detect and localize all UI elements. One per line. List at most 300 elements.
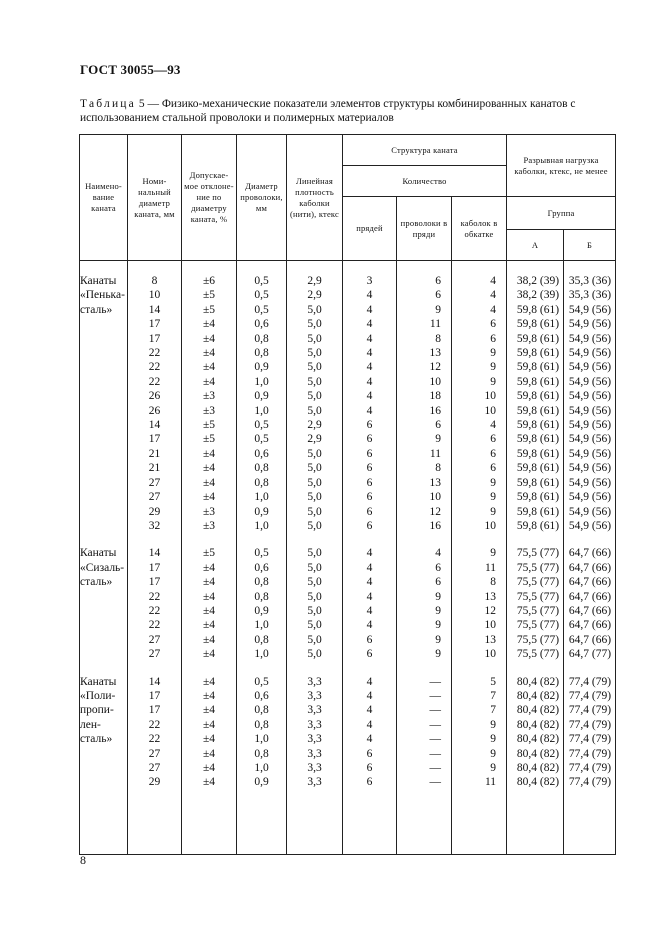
table-row <box>80 590 616 604</box>
table-row <box>80 447 616 461</box>
cell-strands: 4 <box>343 346 397 360</box>
cell-linear-density: 5,0 <box>287 647 343 661</box>
cell-yarns: 4 <box>452 303 507 317</box>
cell-load-b: 77,4 (79) <box>564 662 616 689</box>
cell-linear-density: 3,3 <box>287 732 343 746</box>
cell-load-b: 54,9 (56) <box>564 490 616 504</box>
cell-diameter: 14 <box>128 418 182 432</box>
header-diameter-nominal: Номи-нальный диаметр каната, мм <box>128 135 182 261</box>
cell-wire-diameter: 0,8 <box>237 747 287 761</box>
cell-diameter: 29 <box>128 775 182 789</box>
cell-tolerance: ±5 <box>182 288 237 302</box>
cell-wires: 6 <box>397 261 452 289</box>
table-caption-text: — Физико-механические показатели элементов структуры комбинированных канатов с использованием стальной проволоки и полимерных материалов <box>80 98 576 124</box>
cell-tolerance: ±5 <box>182 303 237 317</box>
table-row <box>80 747 616 761</box>
cell-linear-density: 5,0 <box>287 461 343 475</box>
table-row <box>80 633 616 647</box>
spacer-cell <box>507 790 564 855</box>
cell-wires: 18 <box>397 389 452 403</box>
cell-yarns: 11 <box>452 775 507 789</box>
cell-wire-diameter: 0,8 <box>237 476 287 490</box>
cell-diameter: 17 <box>128 575 182 589</box>
cell-load-a: 59,8 (61) <box>507 505 564 519</box>
cell-linear-density: 5,0 <box>287 303 343 317</box>
table-row <box>80 490 616 504</box>
cell-yarns: 8 <box>452 575 507 589</box>
rope-name-line: Канаты <box>80 675 117 688</box>
cell-linear-density: 5,0 <box>287 633 343 647</box>
cell-tolerance: ±3 <box>182 505 237 519</box>
spacer-cell <box>128 790 182 855</box>
header-strands: прядей <box>343 197 397 261</box>
cell-load-b: 54,9 (56) <box>564 389 616 403</box>
cell-wires: 6 <box>397 418 452 432</box>
cell-load-b: 54,9 (56) <box>564 360 616 374</box>
cell-wire-diameter: 0,8 <box>237 332 287 346</box>
cell-diameter: 22 <box>128 732 182 746</box>
cell-tolerance: ±4 <box>182 332 237 346</box>
table-row <box>80 761 616 775</box>
cell-tolerance: ±3 <box>182 519 237 533</box>
cell-linear-density: 3,3 <box>287 747 343 761</box>
cell-wires: 8 <box>397 332 452 346</box>
cell-diameter: 22 <box>128 618 182 632</box>
cell-wire-diameter: 0,9 <box>237 360 287 374</box>
cell-wire-diameter: 0,6 <box>237 317 287 331</box>
rope-name-line: лен- <box>80 718 101 731</box>
cell-load-b: 54,9 (56) <box>564 346 616 360</box>
cell-wire-diameter: 0,9 <box>237 775 287 789</box>
cell-tolerance: ±4 <box>182 662 237 689</box>
cell-wire-diameter: 0,9 <box>237 604 287 618</box>
cell-wires: 9 <box>397 647 452 661</box>
cell-diameter: 17 <box>128 561 182 575</box>
rope-name-line: сталь» <box>80 733 113 746</box>
cell-load-a: 59,8 (61) <box>507 389 564 403</box>
cell-wires: 13 <box>397 346 452 360</box>
cell-wire-diameter: 0,8 <box>237 461 287 475</box>
cell-load-b: 77,4 (79) <box>564 689 616 703</box>
cell-strands: 6 <box>343 519 397 533</box>
cell-wires: 12 <box>397 505 452 519</box>
cell-linear-density: 5,0 <box>287 590 343 604</box>
cell-yarns: 13 <box>452 590 507 604</box>
cell-tolerance: ±4 <box>182 346 237 360</box>
cell-wire-diameter: 1,0 <box>237 732 287 746</box>
cell-linear-density: 2,9 <box>287 432 343 446</box>
rope-name-cell <box>80 261 128 534</box>
cell-linear-density: 5,0 <box>287 490 343 504</box>
cell-load-b: 77,4 (79) <box>564 718 616 732</box>
cell-load-a: 75,5 (77) <box>507 604 564 618</box>
cell-diameter: 27 <box>128 761 182 775</box>
cell-load-a: 75,5 (77) <box>507 647 564 661</box>
table-row <box>80 618 616 632</box>
cell-diameter: 17 <box>128 703 182 717</box>
cell-tolerance: ±4 <box>182 747 237 761</box>
table-row <box>80 662 616 689</box>
cell-yarns: 4 <box>452 418 507 432</box>
cell-wires: 10 <box>397 375 452 389</box>
header-breaking-load: Разрывная нагрузка каболки, ктекс, не менее <box>507 135 616 197</box>
page-number: 8 <box>80 853 86 867</box>
cell-strands: 4 <box>343 732 397 746</box>
cell-strands: 4 <box>343 404 397 418</box>
cell-wires: 11 <box>397 447 452 461</box>
cell-yarns: 6 <box>452 447 507 461</box>
cell-diameter: 22 <box>128 718 182 732</box>
cell-wire-diameter: 0,6 <box>237 447 287 461</box>
cell-diameter: 32 <box>128 519 182 533</box>
cell-load-a: 75,5 (77) <box>507 561 564 575</box>
table-row <box>80 689 616 703</box>
cell-yarns: 10 <box>452 389 507 403</box>
cell-tolerance: ±4 <box>182 703 237 717</box>
cell-wires: 10 <box>397 490 452 504</box>
cell-strands: 4 <box>343 618 397 632</box>
cell-diameter: 8 <box>128 261 182 289</box>
cell-strands: 6 <box>343 490 397 504</box>
cell-diameter: 21 <box>128 461 182 475</box>
cell-load-b: 64,7 (77) <box>564 647 616 661</box>
cell-linear-density: 5,0 <box>287 332 343 346</box>
rope-name-line: Канаты <box>80 547 117 560</box>
cell-load-a: 75,5 (77) <box>507 533 564 560</box>
cell-load-a: 80,4 (82) <box>507 761 564 775</box>
cell-wires: 11 <box>397 317 452 331</box>
table-row <box>80 360 616 374</box>
cell-diameter: 27 <box>128 633 182 647</box>
cell-load-a: 80,4 (82) <box>507 718 564 732</box>
cell-linear-density: 5,0 <box>287 346 343 360</box>
cell-strands: 6 <box>343 447 397 461</box>
cell-strands: 4 <box>343 590 397 604</box>
cell-load-a: 59,8 (61) <box>507 346 564 360</box>
cell-load-b: 64,7 (66) <box>564 561 616 575</box>
header-name: Наимено-вание каната <box>80 135 128 261</box>
cell-yarns: 10 <box>452 647 507 661</box>
cell-load-a: 75,5 (77) <box>507 633 564 647</box>
cell-tolerance: ±4 <box>182 647 237 661</box>
spacer-cell <box>237 790 287 855</box>
cell-strands: 4 <box>343 718 397 732</box>
cell-wire-diameter: 1,0 <box>237 647 287 661</box>
cell-wires: — <box>397 703 452 717</box>
spacer-cell <box>80 790 128 855</box>
cell-linear-density: 5,0 <box>287 317 343 331</box>
cell-linear-density: 5,0 <box>287 604 343 618</box>
cell-strands: 4 <box>343 575 397 589</box>
table-row <box>80 505 616 519</box>
rope-name-line: сталь» <box>80 576 113 589</box>
cell-yarns: 9 <box>452 761 507 775</box>
cell-load-a: 59,8 (61) <box>507 375 564 389</box>
cell-tolerance: ±4 <box>182 317 237 331</box>
cell-wires: 8 <box>397 461 452 475</box>
cell-tolerance: ±4 <box>182 775 237 789</box>
cell-wires: — <box>397 761 452 775</box>
cell-load-b: 64,7 (66) <box>564 604 616 618</box>
cell-linear-density: 5,0 <box>287 519 343 533</box>
cell-tolerance: ±4 <box>182 447 237 461</box>
cell-tolerance: ±6 <box>182 261 237 289</box>
cell-tolerance: ±5 <box>182 418 237 432</box>
cell-load-b: 64,7 (66) <box>564 590 616 604</box>
cell-wire-diameter: 0,5 <box>237 432 287 446</box>
cell-load-b: 77,4 (79) <box>564 732 616 746</box>
cell-linear-density: 5,0 <box>287 505 343 519</box>
cell-tolerance: ±4 <box>182 732 237 746</box>
table-body <box>80 261 616 855</box>
cell-load-b: 64,7 (66) <box>564 575 616 589</box>
rope-name-line: «Пенька- <box>80 289 125 302</box>
table-number: 5 <box>138 98 145 110</box>
table-row <box>80 432 616 446</box>
table-row <box>80 303 616 317</box>
cell-wire-diameter: 1,0 <box>237 375 287 389</box>
cell-tolerance: ±5 <box>182 533 237 560</box>
cell-wires: — <box>397 718 452 732</box>
cell-strands: 4 <box>343 317 397 331</box>
table-row <box>80 575 616 589</box>
header-group-b: Б <box>564 230 616 261</box>
cell-diameter: 21 <box>128 447 182 461</box>
cell-strands: 6 <box>343 647 397 661</box>
cell-linear-density: 5,0 <box>287 447 343 461</box>
cell-tolerance: ±4 <box>182 476 237 490</box>
cell-load-a: 59,8 (61) <box>507 418 564 432</box>
cell-linear-density: 3,3 <box>287 718 343 732</box>
cell-wires: — <box>397 662 452 689</box>
table-row <box>80 732 616 746</box>
table-row <box>80 261 616 289</box>
cell-linear-density: 5,0 <box>287 389 343 403</box>
cell-diameter: 22 <box>128 604 182 618</box>
rope-name-line: пропи- <box>80 704 114 717</box>
cell-strands: 6 <box>343 418 397 432</box>
spacer-cell <box>397 790 452 855</box>
cell-load-a: 80,4 (82) <box>507 703 564 717</box>
cell-yarns: 9 <box>452 360 507 374</box>
cell-yarns: 6 <box>452 317 507 331</box>
header-wires-in-strand: проволоки в пряди <box>397 197 452 261</box>
cell-load-b: 54,9 (56) <box>564 505 616 519</box>
cell-load-b: 54,9 (56) <box>564 432 616 446</box>
cell-strands: 4 <box>343 332 397 346</box>
cell-strands: 4 <box>343 703 397 717</box>
cell-yarns: 13 <box>452 633 507 647</box>
cell-wire-diameter: 0,9 <box>237 389 287 403</box>
cell-wires: 9 <box>397 633 452 647</box>
cell-load-a: 38,2 (39) <box>507 288 564 302</box>
table-row <box>80 533 616 560</box>
cell-linear-density: 5,0 <box>287 375 343 389</box>
cell-linear-density: 2,9 <box>287 288 343 302</box>
cell-wires: — <box>397 775 452 789</box>
cell-load-b: 77,4 (79) <box>564 761 616 775</box>
cell-load-b: 54,9 (56) <box>564 404 616 418</box>
data-table <box>79 134 616 855</box>
cell-tolerance: ±4 <box>182 618 237 632</box>
header-linear-density: Линейная плотность каболки (нити), ктекс <box>287 135 343 261</box>
spacer-cell <box>343 790 397 855</box>
cell-yarns: 6 <box>452 461 507 475</box>
cell-diameter: 27 <box>128 647 182 661</box>
cell-tolerance: ±4 <box>182 689 237 703</box>
cell-load-a: 80,4 (82) <box>507 775 564 789</box>
cell-wires: 6 <box>397 288 452 302</box>
cell-yarns: 9 <box>452 747 507 761</box>
cell-load-a: 80,4 (82) <box>507 662 564 689</box>
cell-load-a: 59,8 (61) <box>507 490 564 504</box>
cell-load-b: 54,9 (56) <box>564 476 616 490</box>
cell-strands: 6 <box>343 432 397 446</box>
cell-yarns: 9 <box>452 505 507 519</box>
cell-wires: 16 <box>397 519 452 533</box>
rope-name-line: «Поли- <box>80 689 116 702</box>
rope-name-line: сталь» <box>80 303 113 316</box>
table-row <box>80 519 616 533</box>
cell-linear-density: 3,3 <box>287 775 343 789</box>
cell-linear-density: 5,0 <box>287 618 343 632</box>
cell-strands: 4 <box>343 288 397 302</box>
cell-strands: 6 <box>343 461 397 475</box>
spacer-cell <box>452 790 507 855</box>
cell-load-a: 59,8 (61) <box>507 332 564 346</box>
cell-strands: 3 <box>343 261 397 289</box>
cell-wire-diameter: 1,0 <box>237 618 287 632</box>
cell-wires: — <box>397 689 452 703</box>
cell-wire-diameter: 0,8 <box>237 718 287 732</box>
cell-tolerance: ±4 <box>182 461 237 475</box>
cell-yarns: 7 <box>452 689 507 703</box>
cell-wires: 9 <box>397 618 452 632</box>
cell-load-b: 77,4 (79) <box>564 747 616 761</box>
cell-wires: — <box>397 747 452 761</box>
cell-strands: 4 <box>343 689 397 703</box>
cell-load-b: 54,9 (56) <box>564 418 616 432</box>
cell-linear-density: 2,9 <box>287 261 343 289</box>
cell-wire-diameter: 0,8 <box>237 590 287 604</box>
cell-linear-density: 3,3 <box>287 662 343 689</box>
cell-load-a: 80,4 (82) <box>507 747 564 761</box>
cell-linear-density: 5,0 <box>287 404 343 418</box>
header-structure: Структура каната <box>343 135 507 166</box>
cell-strands: 4 <box>343 375 397 389</box>
table-row <box>80 703 616 717</box>
cell-wires: 4 <box>397 533 452 560</box>
cell-wire-diameter: 0,9 <box>237 505 287 519</box>
cell-tolerance: ±4 <box>182 561 237 575</box>
cell-diameter: 14 <box>128 533 182 560</box>
cell-load-a: 59,8 (61) <box>507 303 564 317</box>
cell-yarns: 12 <box>452 604 507 618</box>
cell-wires: 9 <box>397 590 452 604</box>
cell-yarns: 9 <box>452 533 507 560</box>
cell-yarns: 10 <box>452 618 507 632</box>
cell-linear-density: 2,9 <box>287 418 343 432</box>
cell-diameter: 10 <box>128 288 182 302</box>
table-header <box>80 135 616 261</box>
cell-load-a: 38,2 (39) <box>507 261 564 289</box>
table-row <box>80 718 616 732</box>
cell-wires: 6 <box>397 561 452 575</box>
cell-tolerance: ±4 <box>182 761 237 775</box>
cell-load-b: 77,4 (79) <box>564 775 616 789</box>
spacer-cell <box>287 790 343 855</box>
cell-diameter: 27 <box>128 490 182 504</box>
cell-load-a: 80,4 (82) <box>507 689 564 703</box>
cell-linear-density: 5,0 <box>287 476 343 490</box>
cell-strands: 4 <box>343 360 397 374</box>
cell-diameter: 22 <box>128 590 182 604</box>
table-row <box>80 346 616 360</box>
cell-wire-diameter: 0,8 <box>237 703 287 717</box>
header-wire-diameter: Диаметр проволоки, мм <box>237 135 287 261</box>
cell-strands: 4 <box>343 303 397 317</box>
table-row <box>80 604 616 618</box>
cell-yarns: 9 <box>452 732 507 746</box>
header-quantity: Количество <box>343 166 507 197</box>
table-row <box>80 317 616 331</box>
cell-yarns: 4 <box>452 288 507 302</box>
table-row <box>80 476 616 490</box>
cell-wire-diameter: 0,8 <box>237 346 287 360</box>
cell-load-b: 64,7 (66) <box>564 633 616 647</box>
table-row <box>80 332 616 346</box>
cell-linear-density: 5,0 <box>287 533 343 560</box>
spacer-cell <box>182 790 237 855</box>
cell-tolerance: ±4 <box>182 604 237 618</box>
cell-yarns: 6 <box>452 332 507 346</box>
cell-wire-diameter: 0,6 <box>237 561 287 575</box>
cell-tolerance: ±4 <box>182 375 237 389</box>
cell-yarns: 11 <box>452 561 507 575</box>
cell-wires: 6 <box>397 575 452 589</box>
cell-load-b: 64,7 (66) <box>564 533 616 560</box>
cell-linear-density: 5,0 <box>287 575 343 589</box>
cell-diameter: 26 <box>128 404 182 418</box>
cell-diameter: 27 <box>128 747 182 761</box>
cell-strands: 6 <box>343 747 397 761</box>
rope-name-line: Канаты <box>80 275 117 287</box>
cell-diameter: 22 <box>128 360 182 374</box>
cell-diameter: 29 <box>128 505 182 519</box>
cell-strands: 6 <box>343 761 397 775</box>
cell-wire-diameter: 1,0 <box>237 761 287 775</box>
cell-wire-diameter: 1,0 <box>237 404 287 418</box>
cell-load-a: 59,8 (61) <box>507 404 564 418</box>
cell-diameter: 26 <box>128 389 182 403</box>
cell-load-a: 59,8 (61) <box>507 476 564 490</box>
header-group: Группа <box>507 197 616 230</box>
cell-wire-diameter: 0,6 <box>237 689 287 703</box>
cell-yarns: 9 <box>452 718 507 732</box>
cell-load-b: 54,9 (56) <box>564 447 616 461</box>
cell-tolerance: ±4 <box>182 490 237 504</box>
cell-strands: 4 <box>343 662 397 689</box>
cell-yarns: 10 <box>452 404 507 418</box>
cell-load-a: 75,5 (77) <box>507 575 564 589</box>
cell-wires: 9 <box>397 432 452 446</box>
cell-yarns: 10 <box>452 519 507 533</box>
rope-name-line: «Сизаль- <box>80 561 125 574</box>
cell-load-a: 59,8 (61) <box>507 432 564 446</box>
cell-linear-density: 3,3 <box>287 761 343 775</box>
cell-strands: 4 <box>343 389 397 403</box>
cell-wires: 12 <box>397 360 452 374</box>
